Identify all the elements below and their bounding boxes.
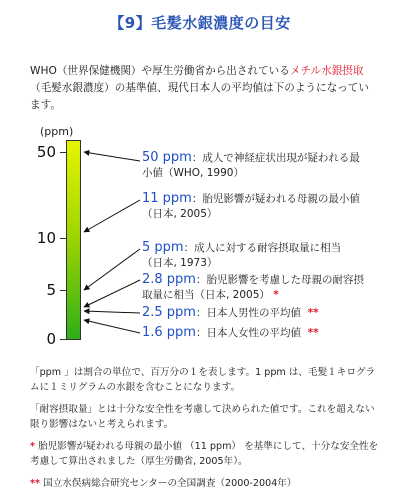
annotation-text: ：成人に対する耐容摂取量に相当 xyxy=(183,242,342,254)
annotation-source: 取量に相当（日本, 2005） xyxy=(142,289,270,301)
footnote-ppm xyxy=(30,365,380,395)
arrow-1.6ppm xyxy=(84,320,140,333)
footnote-text: 「ppm 」は割合の単位で、百万分の１を表します。1 ppm は、毛髪１キログラムに１ミリグラムの水銀を含むことになります。 xyxy=(30,367,376,393)
ppm-value: 11 ppm xyxy=(142,191,192,206)
footnote-mark: * xyxy=(30,441,36,452)
tick-label-0: 0 xyxy=(46,330,56,348)
footnote-text: 「耐容摂取量」とは十分な安全性を考慮して決められた値です。これを超えない限り影響はないと考えられます。 xyxy=(30,404,375,430)
annotation-text: ：胎児影響を考慮した母親の耐容摂 xyxy=(195,274,364,286)
annotation-5ppm xyxy=(142,240,392,271)
intro-text-before: WHO（世界保健機関）や厚生労働省から出されている xyxy=(30,65,290,77)
annotation-text: ：成人で神経症状出現が疑われる最 xyxy=(191,152,360,164)
annotation-2.8ppm xyxy=(142,272,392,303)
annotation-source: 小値（WHO, 1990） xyxy=(142,167,244,179)
annotation-2.5ppm xyxy=(142,305,392,321)
annotation-text: ：日本人男性の平均値 xyxy=(195,307,301,319)
footnotes xyxy=(30,365,380,498)
intro-highlight: メチル水銀摂取 xyxy=(289,65,364,77)
arrow-2.5ppm xyxy=(84,311,140,313)
annotation-50ppm xyxy=(142,150,392,181)
tick-label-5: 5 xyxy=(46,281,56,299)
footnote-mark: * xyxy=(273,289,279,301)
annotation-1.6ppm xyxy=(142,325,392,341)
footnote-text: 胎児影響が疑われる母親の最小値 （11 ppm） を基準にして、十分な安全性を考慮して算出されました（厚生労働省, 2005年）。 xyxy=(30,441,379,467)
footnote-double-star xyxy=(30,476,380,491)
ppm-value: 5 ppm xyxy=(142,240,184,255)
ppm-value: 2.8 ppm xyxy=(142,272,196,287)
footnote-star xyxy=(30,439,380,469)
footnote-tolerable-intake xyxy=(30,402,380,432)
ppm-value: 2.5 ppm xyxy=(142,305,196,320)
arrow-50ppm xyxy=(84,152,140,161)
arrow-11ppm xyxy=(84,200,140,232)
annotation-source: （日本, 2005） xyxy=(142,208,218,220)
tick-label-50: 50 xyxy=(36,143,56,161)
annotation-text: ：胎児影響が疑われる母親の最小値 xyxy=(191,193,360,205)
tick-label-10: 10 xyxy=(36,229,56,247)
footnote-mark: ** xyxy=(307,307,319,319)
footnote-mark: ** xyxy=(30,478,41,489)
intro-text-after: （毛髪水銀濃度）の基準値、現代日本人の平均値は下のようになっています。 xyxy=(30,82,369,111)
ppm-value: 1.6 ppm xyxy=(142,325,196,340)
footnote-mark: ** xyxy=(307,327,319,339)
ppm-value: 50 ppm xyxy=(142,150,192,165)
scale-unit-label: (ppm) xyxy=(40,125,74,138)
annotation-text: ：日本人女性の平均値 xyxy=(195,327,301,339)
annotation-source: （日本, 1973） xyxy=(142,257,218,269)
page-title: 【9】毛髪水銀濃度の目安 xyxy=(109,14,291,32)
annotation-11ppm xyxy=(142,191,392,222)
footnote-text: 国立水俣病総合研究センターの全国調査（2000-2004年） xyxy=(43,478,297,489)
